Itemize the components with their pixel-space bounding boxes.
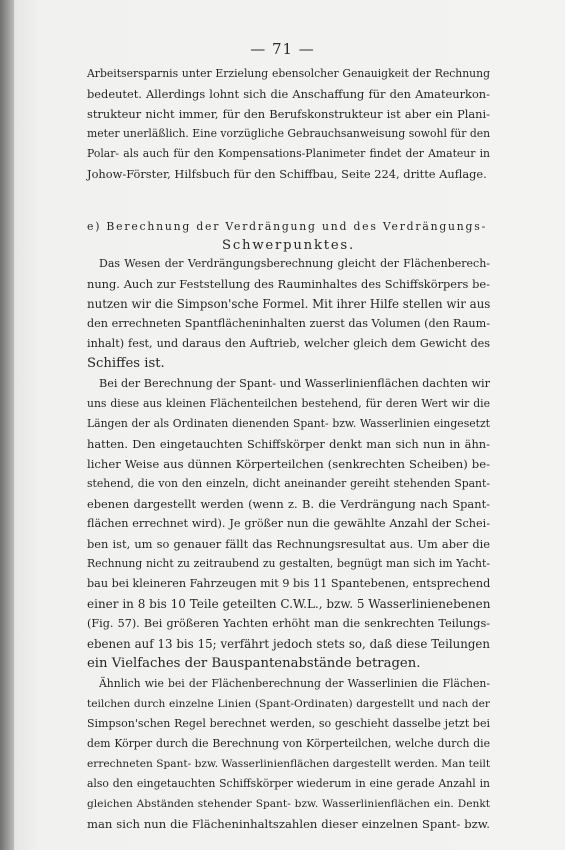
paragraph-1 xyxy=(87,254,490,374)
text-line: Arbeitsersparnis unter Erzielung ebensolcher Genauigkeit der Rechnung xyxy=(87,67,490,80)
text-line: stehend, die von den einzeln, dicht aneinander gereiht stehenden Spant- xyxy=(87,477,490,490)
text-line: (Fig. 57). Bei größeren Yachten erhöht man die senkrechten Teilungs- xyxy=(87,617,490,630)
text-line: man sich nun die Flächeninhaltszahlen dieser einzelnen Spant- bzw. xyxy=(87,817,490,831)
text-line: errechneten Spant- bzw. Wasserlinienflächen dargestellt werden. Man teilt xyxy=(87,758,491,770)
text-line: bau bei kleineren Fahrzeugen mit 9 bis 11 Spantebenen, entsprechend xyxy=(87,577,491,590)
text-line: bedeutet. Allerdings lohnt sich die Anschaffung für den Amateurkon- xyxy=(87,87,490,101)
text-line: Simpson'schen Regel berechnet werden, so geschieht dasselbe jetzt bei xyxy=(87,717,490,730)
paragraph-3 xyxy=(87,674,490,834)
text-line: flächen errechnet wird). Je größer nun die gewählte Anzahl der Schei- xyxy=(87,517,490,530)
text-line: ebenen dargestellt werden (wenn z. B. die Verdrängung nach Spant- xyxy=(87,497,490,511)
page-number: — 71 — xyxy=(250,40,315,58)
text-line: ein Vielfaches der Bauspantenabstände betragen. xyxy=(87,656,421,671)
text-line: licher Weise aus dünnen Körperteilchen (senkrechten Scheiben) be- xyxy=(87,457,490,471)
text-line: Polar- als auch für den Kompensations-Planimeter findet der Amateur in xyxy=(87,147,490,160)
text-line: also den eingetauchten Schiffskörper wiederum in eine gerade Anzahl in xyxy=(87,777,490,790)
text-line: nung. Auch zur Feststellung des Rauminhaltes des Schiffskörpers be- xyxy=(87,277,490,291)
text-line: strukteur nicht immer, für den Berufskonstrukteur ist aber ein Plani- xyxy=(87,107,490,121)
text-line: dem Körper durch die Berechnung von Körperteilchen, welche durch die xyxy=(87,737,490,750)
text-line: ebenen auf 13 bis 15; verfährt jedoch stets so, daß diese Teilungen xyxy=(87,637,490,651)
paragraph-top xyxy=(87,64,490,184)
section-heading-line-1: e) Berechnung der Verdrängung und des Verdrängungs- xyxy=(87,220,488,233)
text-line: teilchen durch einzelne Linien (Spant-Ordinaten) dargestellt und nach der xyxy=(87,698,490,710)
text-line: einer in 8 bis 10 Teile geteilten C.W.L., bzw. 5 Wasserlinienebenen xyxy=(87,597,491,611)
text-line: Rechnung nicht zu zeitraubend zu gestalten, begnügt man sich im Yacht- xyxy=(87,557,490,570)
text-line: Längen der als Ordinaten dienenden Spant- bzw. Wasserlinien eingesetzt xyxy=(87,417,490,430)
paragraph-2 xyxy=(87,374,490,674)
text-line: den errechneten Spantflächeninhalten zuerst das Volumen (den Raum- xyxy=(87,317,490,330)
text-line: Bei der Berechnung der Spant- und Wasserlinienflächen dachten wir xyxy=(99,377,490,390)
text-line: Das Wesen der Verdrängungsberechnung gleicht der Flächenberech- xyxy=(99,257,490,270)
text-line: meter unerläßlich. Eine vorzügliche Gebrauchsanweisung sowohl für den xyxy=(87,127,491,140)
text-line: nutzen wir die Simpson'sche Formel. Mit ihrer Hilfe stellen wir aus xyxy=(87,297,491,311)
section-heading-line-2: Schwerpunktes. xyxy=(222,238,355,253)
text-line: Johow-Förster, Hilfsbuch für den Schiffbau, Seite 224, dritte Auflage. xyxy=(87,167,487,181)
text-line: Ähnlich wie bei der Flächenberechnung der Wasserlinien die Flächen- xyxy=(99,677,490,690)
text-line: Schiffes ist. xyxy=(87,356,165,371)
text-line: hatten. Den eingetauchten Schiffskörper denkt man sich nun in ähn- xyxy=(87,437,490,451)
page-binding-shadow xyxy=(0,0,14,850)
text-line: inhalt) fest, und daraus den Auftrieb, welcher gleich dem Gewicht des xyxy=(87,337,490,350)
section-heading xyxy=(87,217,490,255)
text-line: uns diese aus kleinen Flächenteilchen bestehend, für deren Wert wir die xyxy=(87,397,490,410)
text-line: gleichen Abständen stehender Spant- bzw. Wasserlinienflächen ein. Denkt xyxy=(87,798,490,810)
text-line: ben ist, um so genauer fällt das Rechnungsresultat aus. Um aber die xyxy=(87,537,490,551)
